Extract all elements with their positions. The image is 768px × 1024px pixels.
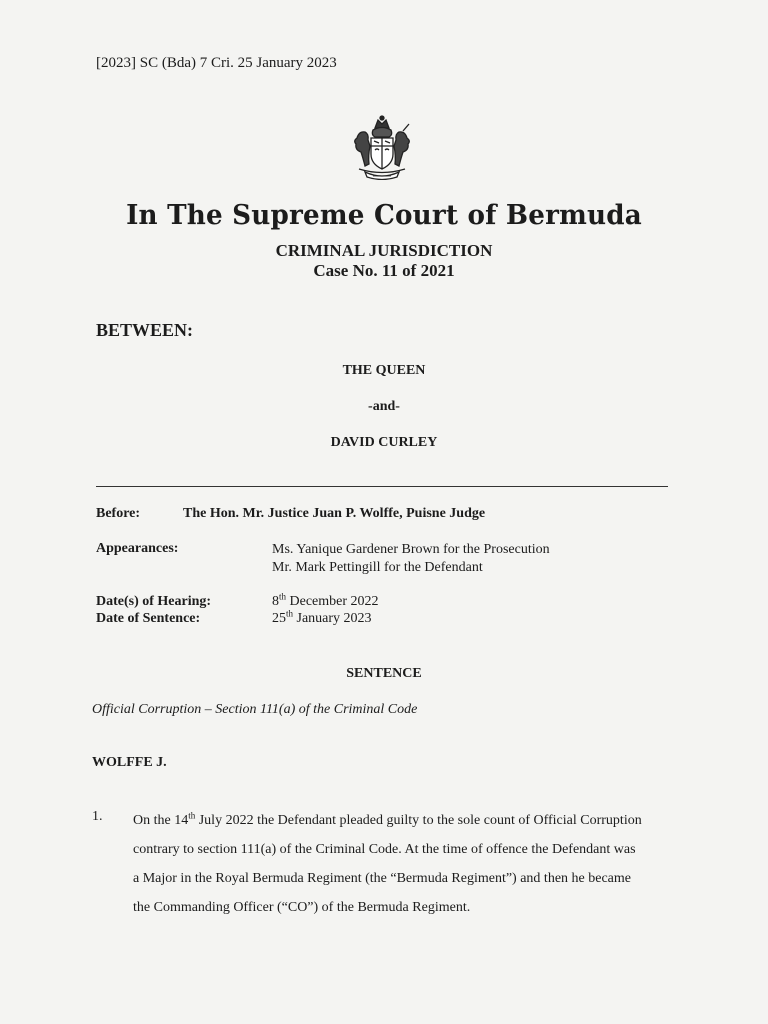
sentence-heading: SENTENCE: [346, 666, 422, 681]
sentence-month-year: January 2023: [293, 611, 372, 626]
before-value: The Hon. Mr. Justice Juan P. Wolffe, Puisne Judge: [183, 506, 486, 521]
paragraph-line: a Major in the Royal Bermuda Regiment (the “Bermuda Regiment”) and then he became: [133, 871, 631, 886]
party-prosecution: THE QUEEN: [342, 363, 426, 378]
paragraph-line-start: On the 14: [133, 813, 189, 828]
jurisdiction: CRIMINAL JURISDICTION: [275, 241, 493, 260]
coat-of-arms-icon: [347, 114, 417, 180]
appearance-defence: Mr. Mark Pettingill for the Defendant: [272, 560, 483, 575]
judge-heading: WOLFFE J.: [92, 755, 167, 770]
paragraph-1: [133, 806, 642, 922]
before-label: Before:: [96, 506, 141, 521]
hearing-month-year: December 2022: [286, 594, 379, 609]
hearing-ordinal: th: [279, 591, 287, 602]
paragraph-line: the Commanding Officer (“CO”) of the Bermuda Regiment.: [133, 900, 471, 915]
hearing-date-label: Date(s) of Hearing:: [96, 594, 212, 609]
neutral-citation: [2023] SC (Bda) 7 Cri. 25 January 2023: [96, 55, 337, 71]
divider: [96, 486, 668, 487]
case-number: Case No. 11 of 2021: [313, 261, 455, 280]
sentence-date-label: Date of Sentence:: [96, 611, 201, 626]
sentence-day: 25: [272, 611, 286, 626]
appearances-label: Appearances:: [96, 541, 179, 556]
subject-line: Official Corruption – Section 111(a) of the Criminal Code: [92, 702, 418, 717]
and-label: -and-: [368, 399, 400, 414]
court-title: In The Supreme Court of Bermuda: [126, 200, 642, 231]
sentence-ordinal: th: [286, 608, 294, 619]
paragraph-line: [133, 806, 642, 835]
paragraph-line: contrary to section 111(a) of the Criminal Code. At the time of offence the Defendant was: [133, 842, 636, 857]
party-defendant: DAVID CURLEY: [330, 435, 438, 450]
paragraph-number: 1.: [92, 809, 103, 824]
sentence-date-value: [272, 608, 372, 627]
appearance-prosecution: Ms. Yanique Gardener Brown for the Prosecution: [272, 542, 550, 557]
hearing-day: 8: [272, 594, 279, 609]
paragraph-ordinal: th: [188, 810, 196, 821]
paragraph-line-end: July 2022 the Defendant pleaded guilty to the sole count of Official Corruption: [195, 813, 642, 828]
between-label: BETWEEN:: [96, 320, 194, 340]
